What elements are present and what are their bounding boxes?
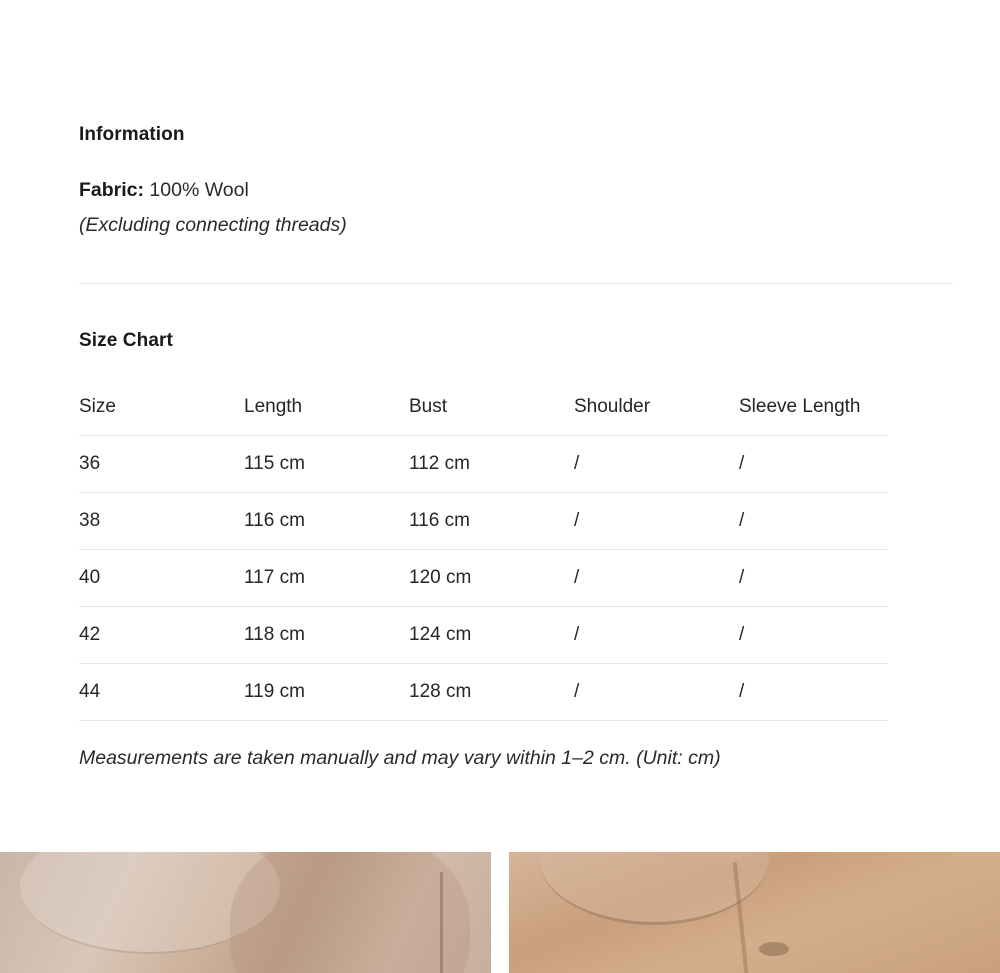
cell-shoulder: / xyxy=(574,436,739,493)
cell-shoulder: / xyxy=(574,664,739,721)
cell-shoulder: / xyxy=(574,550,739,607)
size-chart-table xyxy=(79,379,887,721)
cell-length: 116 cm xyxy=(244,493,409,550)
table-row xyxy=(79,550,887,607)
cell-length: 119 cm xyxy=(244,664,409,721)
cell-size: 40 xyxy=(79,550,244,607)
cell-size: 36 xyxy=(79,436,244,493)
table-row xyxy=(79,436,887,493)
table-header-row xyxy=(79,379,887,436)
fabric-value: 100% Wool xyxy=(144,179,249,201)
fabric-fold xyxy=(230,852,470,973)
fabric-label: Fabric: xyxy=(79,179,145,201)
table-row xyxy=(79,493,887,550)
column-header-bust: Bust xyxy=(409,396,448,417)
cell-length: 115 cm xyxy=(244,436,409,493)
cell-sleeve-length: / xyxy=(739,550,887,607)
fabric-info xyxy=(79,179,249,202)
column-header-sleeve-length: Sleeve Length xyxy=(739,396,861,417)
section-divider xyxy=(79,283,953,284)
cell-sleeve-length: / xyxy=(739,436,887,493)
buttonhole-detail xyxy=(759,942,789,956)
fabric-detail-photo-left xyxy=(0,852,491,973)
column-header-size: Size xyxy=(79,396,116,417)
cell-sleeve-length: / xyxy=(739,607,887,664)
column-header-shoulder: Shoulder xyxy=(574,396,651,417)
cell-sleeve-length: / xyxy=(739,664,887,721)
cell-bust: 120 cm xyxy=(409,550,574,607)
fabric-detail-photo-right xyxy=(509,852,1000,973)
cell-shoulder: / xyxy=(574,493,739,550)
cell-bust: 112 cm xyxy=(409,436,574,493)
cell-size: 38 xyxy=(79,493,244,550)
column-header-length: Length xyxy=(244,396,303,417)
cell-size: 44 xyxy=(79,664,244,721)
information-heading: Information xyxy=(79,124,185,145)
cell-size: 42 xyxy=(79,607,244,664)
fabric-note: (Excluding connecting threads) xyxy=(79,214,347,236)
table-row xyxy=(79,607,887,664)
size-chart-heading: Size Chart xyxy=(79,330,173,351)
cell-bust: 116 cm xyxy=(409,493,574,550)
measurement-note: Measurements are taken manually and may vary within 1–2 cm. (Unit: cm) xyxy=(79,747,721,769)
cell-length: 117 cm xyxy=(244,550,409,607)
cell-bust: 124 cm xyxy=(409,607,574,664)
table-row xyxy=(79,664,887,721)
cell-bust: 128 cm xyxy=(409,664,574,721)
cell-sleeve-length: / xyxy=(739,493,887,550)
cell-length: 118 cm xyxy=(244,607,409,664)
fabric-seam xyxy=(440,872,443,973)
cell-shoulder: / xyxy=(574,607,739,664)
